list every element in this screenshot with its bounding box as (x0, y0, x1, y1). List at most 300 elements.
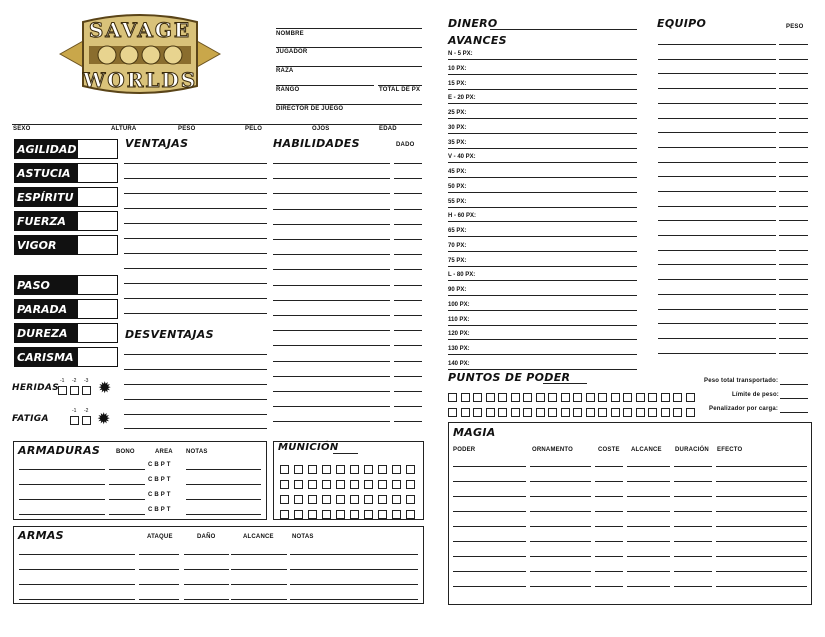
write-line[interactable] (394, 376, 422, 377)
write-line[interactable] (19, 569, 135, 570)
power-point-box[interactable] (661, 393, 670, 402)
attr-box[interactable] (77, 211, 118, 231)
write-line[interactable] (273, 209, 390, 210)
power-point-box[interactable] (586, 393, 595, 402)
derived-dureza: DUREZA (14, 323, 118, 343)
write-line[interactable] (779, 235, 808, 236)
write-line[interactable] (124, 428, 267, 429)
write-line[interactable] (139, 599, 179, 600)
power-point-box[interactable] (686, 408, 695, 417)
power-point-box[interactable] (473, 408, 482, 417)
ammo-box[interactable] (336, 510, 345, 519)
write-line[interactable] (658, 191, 776, 192)
ammo-box[interactable] (308, 495, 317, 504)
write-line[interactable] (716, 541, 807, 542)
write-line[interactable] (453, 496, 526, 497)
write-line[interactable] (448, 103, 637, 104)
write-line[interactable] (716, 556, 807, 557)
write-line[interactable] (779, 176, 808, 177)
write-line[interactable] (716, 466, 807, 467)
write-line[interactable] (394, 178, 422, 179)
write-line[interactable] (627, 571, 670, 572)
power-point-box[interactable] (548, 393, 557, 402)
write-line[interactable] (124, 268, 267, 269)
derived-box[interactable] (77, 347, 118, 367)
write-line[interactable] (674, 481, 712, 482)
write-line[interactable] (394, 163, 422, 164)
write-line[interactable] (779, 88, 808, 89)
write-line[interactable] (394, 300, 422, 301)
write-line[interactable] (779, 103, 808, 104)
ammo-box[interactable] (322, 495, 331, 504)
write-line[interactable] (19, 554, 135, 555)
ammo-box[interactable] (406, 480, 415, 489)
write-line[interactable] (453, 556, 526, 557)
write-line[interactable] (19, 499, 105, 500)
ammo-box[interactable] (350, 510, 359, 519)
attr-box[interactable] (77, 139, 118, 159)
write-line[interactable] (658, 323, 776, 324)
write-line[interactable] (394, 330, 422, 331)
write-line[interactable] (273, 300, 390, 301)
write-line[interactable] (19, 514, 105, 515)
write-line[interactable] (658, 338, 776, 339)
write-line[interactable] (19, 469, 105, 470)
power-point-box[interactable] (573, 408, 582, 417)
write-line[interactable] (19, 584, 135, 585)
write-line[interactable] (124, 354, 267, 355)
power-point-box[interactable] (636, 393, 645, 402)
ammo-box[interactable] (392, 495, 401, 504)
field-edad: EDAD (379, 126, 397, 132)
write-line[interactable] (658, 118, 776, 119)
write-line[interactable] (627, 541, 670, 542)
write-line[interactable] (530, 541, 591, 542)
write-line[interactable] (273, 345, 390, 346)
power-point-box[interactable] (486, 408, 495, 417)
write-line[interactable] (394, 285, 422, 286)
write-line[interactable] (124, 193, 267, 194)
write-line[interactable] (184, 584, 229, 585)
write-line[interactable] (273, 254, 390, 255)
write-line[interactable] (394, 391, 422, 392)
write-line[interactable] (779, 279, 808, 280)
write-line[interactable] (184, 569, 229, 570)
write-line[interactable] (595, 571, 623, 572)
power-point-box[interactable] (598, 393, 607, 402)
write-line[interactable] (658, 309, 776, 310)
power-point-box[interactable] (673, 393, 682, 402)
write-line[interactable] (231, 599, 287, 600)
write-line[interactable] (448, 74, 637, 75)
power-point-box[interactable] (673, 408, 682, 417)
write-line[interactable] (273, 315, 390, 316)
power-point-box[interactable] (686, 393, 695, 402)
write-line[interactable] (448, 369, 637, 370)
write-line[interactable] (779, 132, 808, 133)
write-line[interactable] (124, 208, 267, 209)
write-line[interactable] (779, 294, 808, 295)
write-line[interactable] (716, 526, 807, 527)
write-line[interactable] (658, 235, 776, 236)
write-line[interactable] (273, 178, 390, 179)
write-line[interactable] (627, 481, 670, 482)
write-line[interactable] (448, 59, 637, 60)
write-line[interactable] (453, 541, 526, 542)
power-point-box[interactable] (461, 408, 470, 417)
write-line[interactable] (779, 220, 808, 221)
write-line[interactable] (109, 484, 145, 485)
power-point-box[interactable] (448, 408, 457, 417)
write-line[interactable] (627, 586, 670, 587)
write-line[interactable] (658, 279, 776, 280)
ammo-box[interactable] (392, 465, 401, 474)
power-point-box[interactable] (598, 408, 607, 417)
write-line[interactable] (290, 569, 418, 570)
write-line[interactable] (779, 162, 808, 163)
write-line[interactable] (658, 353, 776, 354)
ammo-box[interactable] (308, 480, 317, 489)
write-line[interactable] (779, 44, 808, 45)
derived-box[interactable] (77, 323, 118, 343)
write-line[interactable] (530, 481, 591, 482)
write-line[interactable] (779, 323, 808, 324)
ammo-box[interactable] (406, 510, 415, 519)
power-point-box[interactable] (661, 408, 670, 417)
write-line[interactable] (448, 118, 637, 119)
write-line[interactable] (273, 376, 390, 377)
write-line[interactable] (716, 496, 807, 497)
write-line[interactable] (595, 496, 623, 497)
write-line[interactable] (184, 554, 229, 555)
write-line[interactable] (674, 466, 712, 467)
ammo-box[interactable] (350, 495, 359, 504)
attr-box[interactable] (77, 235, 118, 255)
write-line[interactable] (186, 469, 261, 470)
write-line[interactable] (186, 484, 261, 485)
write-line[interactable] (530, 496, 591, 497)
write-line[interactable] (394, 193, 422, 194)
ammo-box[interactable] (336, 495, 345, 504)
power-point-box[interactable] (511, 393, 520, 402)
derived-box[interactable] (77, 299, 118, 319)
ammo-box[interactable] (308, 465, 317, 474)
write-line[interactable] (674, 571, 712, 572)
write-line[interactable] (658, 250, 776, 251)
power-point-box[interactable] (473, 393, 482, 402)
write-line[interactable] (290, 584, 418, 585)
write-line[interactable] (779, 353, 808, 354)
write-line[interactable] (674, 496, 712, 497)
ammo-box[interactable] (392, 510, 401, 519)
write-line[interactable] (627, 556, 670, 557)
power-point-box[interactable] (611, 408, 620, 417)
write-line[interactable] (453, 481, 526, 482)
write-line[interactable] (290, 599, 418, 600)
write-line[interactable] (448, 310, 637, 311)
write-line[interactable] (394, 254, 422, 255)
write-line[interactable] (273, 239, 390, 240)
write-line[interactable] (595, 586, 623, 587)
write-line[interactable] (273, 224, 390, 225)
write-line[interactable] (779, 191, 808, 192)
write-line[interactable] (394, 421, 422, 422)
power-point-box[interactable] (523, 393, 532, 402)
write-line[interactable] (674, 526, 712, 527)
write-line[interactable] (453, 571, 526, 572)
ammo-box[interactable] (364, 495, 373, 504)
write-line[interactable] (658, 59, 776, 60)
write-line[interactable] (448, 266, 637, 267)
write-line[interactable] (674, 556, 712, 557)
write-line[interactable] (448, 251, 637, 252)
write-line[interactable] (658, 132, 776, 133)
write-line[interactable] (186, 514, 261, 515)
write-line[interactable] (530, 571, 591, 572)
write-line[interactable] (658, 88, 776, 89)
power-point-box[interactable] (536, 408, 545, 417)
write-line[interactable] (273, 269, 390, 270)
write-line[interactable] (595, 466, 623, 467)
power-point-box[interactable] (636, 408, 645, 417)
fatigue-incap-icon: ✹ (97, 411, 111, 428)
power-point-box[interactable] (511, 408, 520, 417)
write-line[interactable] (779, 73, 808, 74)
write-line[interactable] (139, 554, 179, 555)
ammo-box[interactable] (378, 480, 387, 489)
write-line[interactable] (530, 466, 591, 467)
write-line[interactable] (394, 361, 422, 362)
write-line[interactable] (627, 526, 670, 527)
write-line[interactable] (658, 176, 776, 177)
power-point-box[interactable] (498, 408, 507, 417)
write-line[interactable] (530, 511, 591, 512)
write-line[interactable] (19, 599, 135, 600)
write-line[interactable] (674, 586, 712, 587)
ammo-box[interactable] (378, 510, 387, 519)
attr-box[interactable] (77, 163, 118, 183)
write-line[interactable] (779, 309, 808, 310)
write-line[interactable] (124, 414, 267, 415)
ammo-box[interactable] (322, 480, 331, 489)
write-line[interactable] (139, 569, 179, 570)
write-line[interactable] (658, 44, 776, 45)
ammo-box[interactable] (392, 480, 401, 489)
ammo-box[interactable] (280, 495, 289, 504)
write-line[interactable] (231, 569, 287, 570)
write-line[interactable] (658, 206, 776, 207)
write-line[interactable] (394, 269, 422, 270)
ammo-box[interactable] (364, 465, 373, 474)
write-line[interactable] (273, 421, 390, 422)
write-line[interactable] (448, 177, 637, 178)
write-line[interactable] (19, 484, 105, 485)
write-line[interactable] (627, 496, 670, 497)
write-line[interactable] (658, 73, 776, 74)
write-line[interactable] (448, 325, 637, 326)
write-line[interactable] (109, 499, 145, 500)
power-point-box[interactable] (498, 393, 507, 402)
write-line[interactable] (448, 354, 637, 355)
write-line[interactable] (453, 586, 526, 587)
power-point-box[interactable] (461, 393, 470, 402)
write-line[interactable] (674, 511, 712, 512)
derived-box[interactable] (77, 275, 118, 295)
write-line[interactable] (658, 103, 776, 104)
ammo-box[interactable] (364, 480, 373, 489)
ammo-box[interactable] (350, 480, 359, 489)
write-line[interactable] (779, 147, 808, 148)
write-line[interactable] (595, 556, 623, 557)
write-line[interactable] (658, 162, 776, 163)
power-point-box[interactable] (648, 408, 657, 417)
write-line[interactable] (627, 466, 670, 467)
write-line[interactable] (658, 294, 776, 295)
write-line[interactable] (448, 148, 637, 149)
power-point-box[interactable] (561, 393, 570, 402)
write-line[interactable] (231, 554, 287, 555)
write-line[interactable] (716, 511, 807, 512)
write-line[interactable] (124, 163, 267, 164)
write-line[interactable] (394, 406, 422, 407)
write-line[interactable] (124, 369, 267, 370)
advance-label: 50 PX: (448, 183, 467, 190)
write-line[interactable] (448, 207, 637, 208)
write-line[interactable] (139, 584, 179, 585)
write-line[interactable] (530, 586, 591, 587)
ammo-box[interactable] (280, 480, 289, 489)
write-line[interactable] (448, 236, 637, 237)
write-line[interactable] (290, 554, 418, 555)
power-point-box[interactable] (486, 393, 495, 402)
field-raza: RAZA (276, 68, 294, 74)
write-line[interactable] (273, 163, 390, 164)
heridas-label: HERIDAS (12, 383, 59, 393)
write-line[interactable] (394, 315, 422, 316)
write-line[interactable] (530, 526, 591, 527)
write-line[interactable] (595, 526, 623, 527)
write-line[interactable] (453, 511, 526, 512)
write-line[interactable] (184, 599, 229, 600)
write-line[interactable] (716, 571, 807, 572)
write-line[interactable] (231, 584, 287, 585)
write-line[interactable] (394, 239, 422, 240)
ammo-box[interactable] (294, 495, 303, 504)
write-line[interactable] (530, 556, 591, 557)
ammo-box[interactable] (280, 465, 289, 474)
ammo-box[interactable] (294, 465, 303, 474)
write-line[interactable] (448, 221, 637, 222)
ammo-box[interactable] (336, 480, 345, 489)
write-line[interactable] (186, 499, 261, 500)
write-line[interactable] (716, 586, 807, 587)
power-point-box[interactable] (448, 393, 457, 402)
ammo-box[interactable] (378, 495, 387, 504)
write-line[interactable] (779, 338, 808, 339)
write-line[interactable] (273, 285, 390, 286)
write-line[interactable] (394, 345, 422, 346)
write-line[interactable] (394, 224, 422, 225)
ammo-box[interactable] (336, 465, 345, 474)
write-line[interactable] (453, 526, 526, 527)
write-line[interactable] (124, 238, 267, 239)
ammo-box[interactable] (378, 465, 387, 474)
write-line[interactable] (273, 391, 390, 392)
ammo-box[interactable] (406, 495, 415, 504)
write-line[interactable] (124, 253, 267, 254)
write-line[interactable] (109, 469, 145, 470)
power-point-box[interactable] (573, 393, 582, 402)
write-line[interactable] (779, 59, 808, 60)
write-line[interactable] (109, 514, 145, 515)
write-line[interactable] (658, 147, 776, 148)
write-line[interactable] (453, 466, 526, 467)
write-line[interactable] (273, 330, 390, 331)
write-line[interactable] (124, 283, 267, 284)
power-point-box[interactable] (523, 408, 532, 417)
write-line[interactable] (124, 313, 267, 314)
write-line[interactable] (448, 162, 637, 163)
write-line[interactable] (595, 511, 623, 512)
power-point-box[interactable] (623, 408, 632, 417)
write-line[interactable] (124, 399, 267, 400)
power-point-box[interactable] (586, 408, 595, 417)
write-line[interactable] (595, 481, 623, 482)
power-point-box[interactable] (611, 393, 620, 402)
power-point-box[interactable] (548, 408, 557, 417)
ammo-box[interactable] (308, 510, 317, 519)
write-line[interactable] (627, 511, 670, 512)
write-line[interactable] (595, 541, 623, 542)
write-line[interactable] (273, 193, 390, 194)
write-line[interactable] (124, 178, 267, 179)
write-line[interactable] (448, 133, 637, 134)
write-line[interactable] (448, 192, 637, 193)
write-line[interactable] (124, 384, 267, 385)
write-line[interactable] (779, 250, 808, 251)
ammo-box[interactable] (322, 465, 331, 474)
ammo-box[interactable] (280, 510, 289, 519)
write-line[interactable] (394, 209, 422, 210)
write-line[interactable] (448, 339, 637, 340)
write-line[interactable] (674, 541, 712, 542)
write-line[interactable] (779, 118, 808, 119)
power-point-box[interactable] (536, 393, 545, 402)
ammo-box[interactable] (406, 465, 415, 474)
write-line[interactable] (273, 361, 390, 362)
ammo-box[interactable] (294, 510, 303, 519)
power-point-box[interactable] (623, 393, 632, 402)
power-point-box[interactable] (648, 393, 657, 402)
write-line[interactable] (658, 220, 776, 221)
write-line[interactable] (124, 298, 267, 299)
write-line[interactable] (448, 295, 637, 296)
ammo-box[interactable] (294, 480, 303, 489)
ammo-box[interactable] (364, 510, 373, 519)
ammo-box[interactable] (322, 510, 331, 519)
write-line[interactable] (448, 280, 637, 281)
write-line[interactable] (779, 264, 808, 265)
write-line[interactable] (779, 206, 808, 207)
attr-box[interactable] (77, 187, 118, 207)
write-line[interactable] (448, 89, 637, 90)
write-line[interactable] (716, 481, 807, 482)
write-line[interactable] (658, 264, 776, 265)
write-line[interactable] (124, 223, 267, 224)
power-point-box[interactable] (561, 408, 570, 417)
ammo-box[interactable] (350, 465, 359, 474)
write-line[interactable] (273, 406, 390, 407)
